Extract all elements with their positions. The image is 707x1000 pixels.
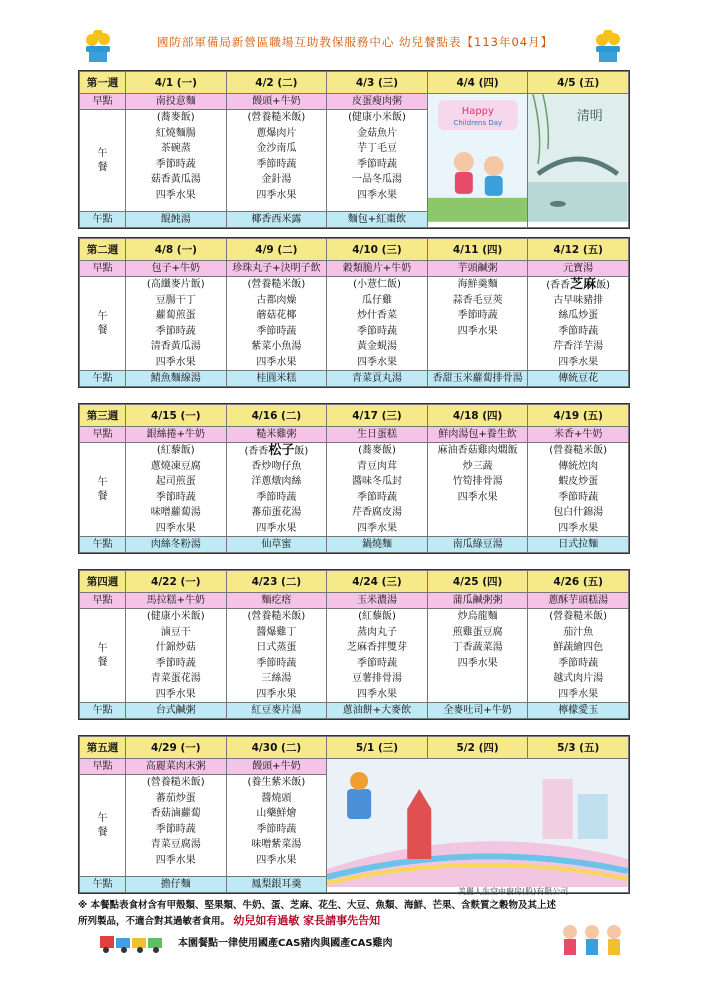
lunch-menu: (香香芝麻飯) 古早味豬排 絲瓜炒蛋 季節時蔬 芹香洋芋湯 四季水果 [528,277,629,371]
week-label: 第四週 [80,571,126,593]
afternoon-label: 午點 [80,703,126,719]
afternoon-item: 日式拉麵 [528,537,629,553]
lunch-menu: (香香松子飯) 香炒吻仔魚 洋蔥燉肉絲 季節時蔬 蕃茄蛋花湯 四季水果 [226,443,327,537]
week-label: 第五週 [80,737,126,759]
picture-text: Childrens Day [453,119,502,128]
afternoon-item: 台式鹹粥 [126,703,227,719]
day-date: 4/16 (二) [226,405,327,427]
afternoon-item: 桂圓米糕 [226,371,327,387]
week-3-table [78,403,630,554]
lunch-menu: (營養糙米飯) 茄汁魚 鮮蔬繪四色 季節時蔬 越式肉片湯 四季水果 [528,609,629,703]
afternoon-item: 椰香西米露 [226,212,327,228]
afternoon-item: 檸檬愛玉 [528,703,629,719]
breakfast-item: 米香+牛奶 [528,427,629,443]
day-date: 4/2 (二) [226,72,327,94]
children-icon [558,922,628,962]
afternoon-item: 蔥油餅+大麥飲 [327,703,428,719]
header [0,28,707,68]
day-date: 5/3 (五) [528,737,629,759]
afternoon-item: 肉絲冬粉湯 [126,537,227,553]
day-date: 5/2 (四) [427,737,528,759]
breakfast-item: 蒲瓜鹹粥粥 [427,593,528,609]
day-date: 4/8 (一) [126,239,227,261]
breakfast-item: 南投意麵 [126,94,227,110]
lunch-menu: 炒烏龍麵 煎雞蛋豆腐 丁香蔬菜湯 四季水果 [427,609,528,703]
page-title: 國防部軍備局新營區職場互助教保服務中心 幼兒餐點表【113年04月】 [156,35,554,49]
day-date: 4/30 (二) [226,737,327,759]
kids-picture [327,759,629,893]
day-date: 4/24 (三) [327,571,428,593]
day-date: 4/29 (一) [126,737,227,759]
breakfast-label: 早點 [80,759,126,775]
day-date: 4/17 (三) [327,405,428,427]
afternoon-item: 鯖魚麵線湯 [126,371,227,387]
day-date: 4/9 (二) [226,239,327,261]
breakfast-item: 芋頭鹹粥 [427,261,528,277]
day-date: 4/4 (四) [427,72,528,94]
breakfast-item: 饅頭+牛奶 [226,94,327,110]
afternoon-item: 麵包+紅棗飲 [327,212,428,228]
picture-text: Happy [461,106,494,118]
day-date: 4/23 (二) [226,571,327,593]
day-date: 4/12 (五) [528,239,629,261]
train-icon [98,932,168,954]
day-date: 4/18 (四) [427,405,528,427]
day-date: 4/11 (四) [427,239,528,261]
afternoon-item: 傳統豆花 [528,371,629,387]
week-label: 第三週 [80,405,126,427]
afternoon-item: 全麥吐司+牛奶 [427,703,528,719]
afternoon-item: 青菜貢丸湯 [327,371,428,387]
afternoon-item: 鳳梨銀耳羹 [226,877,327,893]
breakfast-item: 包子+牛奶 [126,261,227,277]
day-date: 4/3 (三) [327,72,428,94]
lunch-menu: 海鮮羹麵 蒜香毛豆莢 季節時蔬 四季水果 [427,277,528,371]
lunch-menu: (健康小米飯) 金菇魚片 芋丁毛豆 季節時蔬 一品冬瓜湯 四季水果 [327,110,428,212]
lunch-label: 午 餐 [80,443,126,537]
breakfast-item: 玉米濃湯 [327,593,428,609]
lunch-label: 午 餐 [80,277,126,371]
breakfast-item: 馬拉糕+牛奶 [126,593,227,609]
day-date: 4/5 (五) [528,72,629,94]
allergy-note: ※ 本餐點表食材含有甲殼類、堅果類、牛奶、蛋、芝麻、花生、大豆、魚類、海鮮、芒果、含麩質之穀物及其上述 所列製品，不適合對其過敏者食用。 幼兒如有過敏 家長請事先告知 [78,900,557,927]
lunch-menu: (營養糙米飯) 蔥爆肉片 金沙南瓜 季節時蔬 金針湯 四季水果 [226,110,327,212]
lunch-menu: (健康小米飯) 滷豆干 什錦炒菇 季節時蔬 青菜蛋花湯 四季水果 [126,609,227,703]
lunch-label: 午 餐 [80,110,126,212]
day-date: 4/15 (一) [126,405,227,427]
breakfast-item: 皮蛋瘦肉粥 [327,94,428,110]
breakfast-label: 早點 [80,94,126,110]
lunch-menu: (營養糙米飯) 醬爆雞丁 日式蒸蛋 季節時蔬 三絲湯 四季水果 [226,609,327,703]
breakfast-label: 早點 [80,427,126,443]
afternoon-label: 午點 [80,212,126,228]
breakfast-item: 生日蛋糕 [327,427,428,443]
day-date: 4/25 (四) [427,571,528,593]
lunch-label: 午 餐 [80,775,126,877]
lunch-menu: (蕎麥飯) 紅燒麵腸 茶碗蒸 季節時蔬 菇香黃瓜湯 四季水果 [126,110,227,212]
day-date: 4/26 (五) [528,571,629,593]
lunch-label: 午 餐 [80,609,126,703]
day-date: 4/1 (一) [126,72,227,94]
afternoon-item: 香甜玉米蘿蔔排骨湯 [427,371,528,387]
day-date: 4/19 (五) [528,405,629,427]
week-2-table [78,237,630,388]
lunch-menu: (養生紫米飯) 醬燒頭 山藥鮮燴 季節時蔬 味噌紫菜湯 四季水果 [226,775,327,877]
week-1-table [78,70,630,229]
lunch-menu: 麻油香菇雞肉燜飯 炒三蔬 竹筍排骨湯 四季水果 [427,443,528,537]
day-date: 4/22 (一) [126,571,227,593]
week-label: 第二週 [80,239,126,261]
flower-pot-icon [78,30,118,66]
flower-pot-icon [588,30,628,66]
childrens-day-picture [427,94,528,228]
lunch-menu: (蕎麥飯) 青豆肉茸 醬味冬瓜封 季節時蔬 芹香腐皮湯 四季水果 [327,443,428,537]
breakfast-item: 饅頭+牛奶 [226,759,327,775]
afternoon-item: 鍋燒麵 [327,537,428,553]
lunch-menu: (小薏仁飯) 瓜仔雞 炒什香菜 季節時蔬 黃金蜆湯 四季水果 [327,277,428,371]
lunch-menu: (高纖麥片飯) 豆腸干丁 蘿蔔煎蛋 季節時蔬 清香黃瓜湯 四季水果 [126,277,227,371]
breakfast-item: 珍珠丸子+決明子飲 [226,261,327,277]
breakfast-item: 穀類脆片+牛奶 [327,261,428,277]
afternoon-label: 午點 [80,371,126,387]
lunch-menu: (紅藜飯) 蔥燒凍豆腐 起司煎蛋 季節時蔬 味噌蘿蔔湯 四季水果 [126,443,227,537]
kids-illustration [327,759,628,887]
breakfast-label: 早點 [80,593,126,609]
company-name: 美麗人生空中廚房(股)有限公司 [458,887,569,896]
day-date: 5/1 (三) [327,737,428,759]
qingming-illustration [528,94,628,222]
breakfast-item: 鮮肉湯包+養生飲 [427,427,528,443]
childrens-day-illustration [428,94,528,222]
afternoon-item: 南瓜綠豆湯 [427,537,528,553]
afternoon-label: 午點 [80,877,126,893]
afternoon-item: 仙草蜜 [226,537,327,553]
lunch-menu: (營養糙米飯) 傳統焢肉 蝦皮炒蛋 季節時蔬 包白什錦湯 四季水果 [528,443,629,537]
day-date: 4/10 (三) [327,239,428,261]
breakfast-label: 早點 [80,261,126,277]
week-4-table [78,569,630,720]
breakfast-item: 糙米雞粥 [226,427,327,443]
afternoon-label: 午點 [80,537,126,553]
picture-text: 清明 [577,109,604,125]
breakfast-item: 蔥酥芋頭糕湯 [528,593,629,609]
cas-meat-note: 本園餐點一律使用國產CAS豬肉與國產CAS雞肉 [178,938,393,949]
afternoon-item: 紅豆麥片湯 [226,703,327,719]
breakfast-item: 麵疙瘩 [226,593,327,609]
afternoon-item: 擔仔麵 [126,877,227,893]
afternoon-item: 餛飩湯 [126,212,227,228]
week-label: 第一週 [80,72,126,94]
lunch-menu: (營養糙米飯) 蕃茄炒蛋 香菇滷蘿蔔 季節時蔬 青菜豆腐湯 四季水果 [126,775,227,877]
lunch-menu: (營養糙米飯) 古都肉燥 蘑菇花椰 季節時蔬 紫菜小魚湯 四季水果 [226,277,327,371]
breakfast-item: 元寶湯 [528,261,629,277]
week-5-table [78,735,630,894]
breakfast-item: 高麗菜肉末粥 [126,759,227,775]
lunch-menu: (紅藜飯) 蒸肉丸子 芝麻香拌雙芽 季節時蔬 豆薯排骨湯 四季水果 [327,609,428,703]
qingming-picture [528,94,629,228]
breakfast-item: 銀絲捲+牛奶 [126,427,227,443]
